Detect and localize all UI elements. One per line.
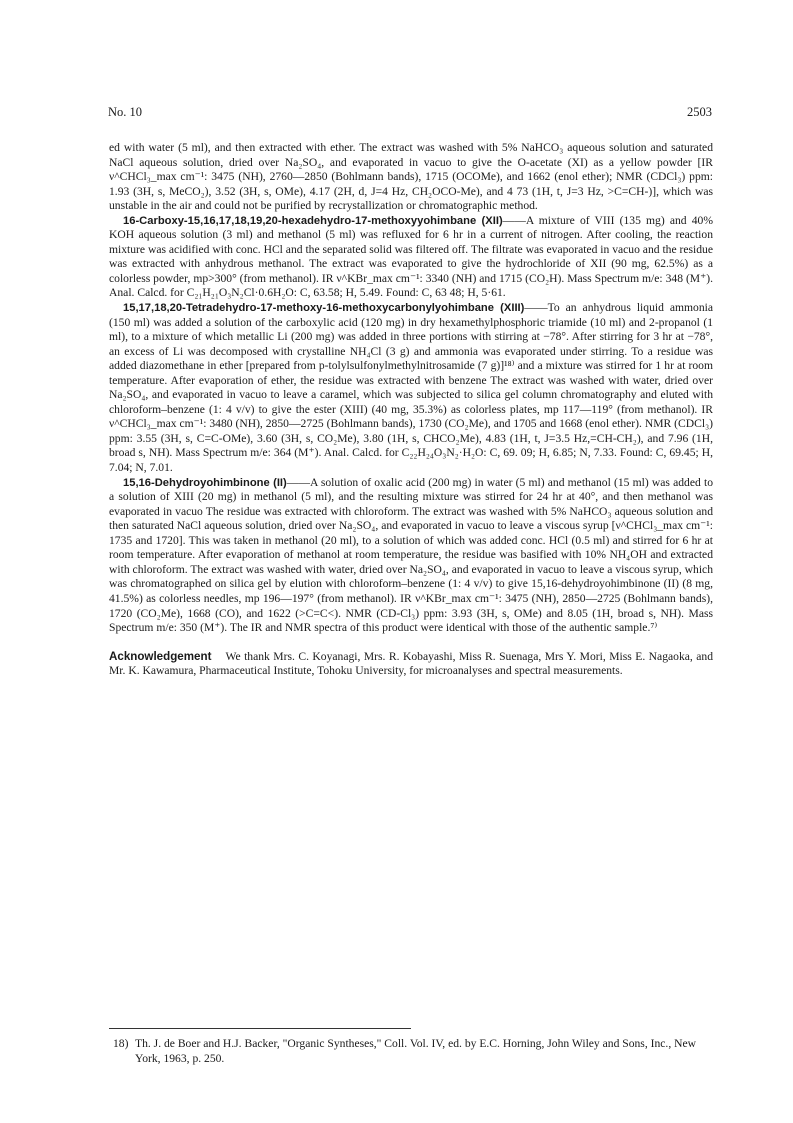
paragraph-compound-ii — [109, 476, 713, 636]
compound-heading: 15,16-Dehydroyohimbinone (II) — [123, 476, 287, 489]
compound-heading: 16-Carboxy-15,16,17,18,19,20-hexadehydro-17-methoxyyohimbane (XII) — [123, 214, 503, 227]
footnote — [113, 1036, 715, 1066]
paragraph-compound-xii — [109, 214, 713, 301]
footnote-divider — [109, 1028, 411, 1029]
acknowledgement-label: Acknowledgement — [109, 649, 212, 663]
paragraph-compound-xiii — [109, 301, 713, 476]
acknowledgement — [109, 650, 713, 679]
footnote-number: 18) — [113, 1037, 129, 1050]
page-number: 2503 — [687, 105, 712, 119]
article-body — [109, 141, 713, 679]
paragraph-text: ——To an anhydrous liquid ammonia (150 ml) was added a solution of the carboxylic acid (120 mg) in dry hexamethylphosphoric triamide (10 ml) and 2-propanol (1 ml), to a mixture of which metallic Li (200 mg) was added in three portions with stirring at −78°. After stirring for 3 hr at −78°, an excess of Li was decomposed with crystalline NH₄Cl (3 g) and ammonia was evaporated under stirring. To a residue was added diazomethane in ether [prepared from p-tolylsulfonylmethylnitrosamide (7 g)]¹⁸⁾ and a mixture was stirred for 1 hr at room temperature. After evaporation of ether, the residue was extracted with benzene The extract was washed with water, dried over Na₂SO₄, and evaporated in vacuo to leave a caramel, which was subjected to silica gel column chromatography and eluted with chloroform–benzene (1: 4 v/v) to give the ester (XIII) (40 mg, 35.3%) as colorless plates, mp 117—119° (from methanol). IR ν^CHCl₃_max cm⁻¹: 3480 (NH), 2850—2725 (Bohlmann bands), 1730 (CO₂Me), and 1705 and 1668 (enol ether). NMR (CDCl₃) ppm: 3.55 (3H, s, C=C-OMe), 3.60 (3H, s, CO₂Me), 3.80 (1H, s, CHCO₂Me), 4.83 (1H, t, J=3.5 Hz,=CH-CH₂), and 7.96 (1H, broad s, NH). Mass Spectrum m/e: 364 (M⁺). Anal. Calcd. for C₂₂H₂₄O₃N₂·H₂O: C, 69. 09; H, 6.85; N, 7.33. Found: C, 69.45; H, 7.04; N, 7.01. — [109, 301, 713, 475]
footnote-text: Th. J. de Boer and H.J. Backer, "Organic Syntheses," Coll. Vol. IV, ed. by E.C. Horning, John Wiley and Sons, Inc., New York, 1963, p. 250. — [135, 1037, 697, 1065]
paragraph-text: ed with water (5 ml), and then extracted with ether. The extract was washed with 5% NaHCO₃ aqueous solution and saturated NaCl aqueous solution, dried over Na₂SO₄, and evaporated in vacuo to give the O-acetate (XI) as a yellow powder [IR ν^CHCl₃_max cm⁻¹: 3475 (NH), 2760—2850 (Bohlmann bands), 1715 (OCOMe), and 1662 (enol ether); NMR (CDCl₃) ppm: 1.93 (3H, s, MeCO₂), 3.52 (3H, s, OMe), 4.17 (2H, d, J=4 Hz, CH₂OCO-Me), and 4 73 (1H, t, J=3 Hz, >C=CH-)], which was unstable in the air and could not be purified by recrystallization or chromatographic method. — [109, 141, 713, 213]
compound-heading: 15,17,18,20-Tetradehydro-17-methoxy-16-methoxycarbonylyohimbane (XIII) — [123, 302, 525, 315]
page-header — [108, 105, 712, 120]
paragraph-text: ——A mixture of VIII (135 mg) and 40% KOH aqueous solution (3 ml) and methanol (5 ml) was refluxed for 6 hr in a current of nitrogen. After cooling, the reaction mixture was acidified with conc. HCl and the separated solid was filtered off. The filtrate was evaporated in vacuo and the residue was extracted with anhydrous methanol. The extract was evaporated to give the hydrochloride of XII (90 mg, 62.5%) as a colorless powder, mp>300° (from methanol). IR ν^KBr_max cm⁻¹: 3340 (NH) and 1715 (CO₂H). Mass Spectrum m/e: 348 (M⁺). Anal. Calcd. for C₂₁H₂₁O₃N₂Cl·0.6H₂O: C, 63.58; H, 5.49. Found: C, 63 48; H, 5·61. — [109, 213, 713, 300]
acknowledgement-text: We thank Mrs. C. Koyanagi, Mrs. R. Kobayashi, Miss R. Suenaga, Mrs Y. Mori, Miss E. Nagaoka, and Mr. K. Kawamura, Pharmaceutical Institute, Tohoku University, for microanalyses and spectral measurements. — [109, 649, 713, 678]
issue-number: No. 10 — [108, 105, 143, 119]
paragraph-continuation — [109, 141, 713, 214]
paragraph-text: ——A solution of oxalic acid (200 mg) in water (5 ml) and methanol (15 ml) was added to a solution of XIII (20 mg) in methanol (5 ml), and the resulting mixture was stirred for 24 hr at 40°, and then methanol was evaporated in vacuo The residue was extracted with chloroform. The extract was washed with 5% NaHCO₃ aqueous solution and then saturated NaCl aqueous solution, dried over Na₂SO₄, and evaporated in vacuo to leave a viscous syrup [ν^CHCl₃_max cm⁻¹: 1735 and 1720]. This was taken in methanol (20 ml), to a solution of which was added conc. HCl (0.5 ml) and stirred for 6 hr at room temperature. After evaporation of methanol at room temperature, the residue was basified with 10% NH₄OH and extracted with chloroform. The extract was washed with water, dried over Na₂SO₄, and evaporated in vacuo to leave a viscous syrup, which was chromatographed on silica gel by elution with chloroform–benzene (1: 4 v/v) to give 15,16-dehydroyohimbinone (II) (8 mg, 41.5%) as colorless needles, mp 196—197° (from methanol). IR ν^KBr_max cm⁻¹: 3475 (NH), 2850—2725 (Bohlmann bands), 1720 (CO₂Me), 1668 (CO), and 1622 (>C=C<). NMR (CD-Cl₃) ppm: 3.93 (3H, s, OMe) and 8.05 (1H, broad s, NH). Mass Spectrum m/e: 350 (M⁺). The IR and NMR spectra of this product were identical with those of the authentic sample.⁷⁾ — [109, 475, 713, 635]
